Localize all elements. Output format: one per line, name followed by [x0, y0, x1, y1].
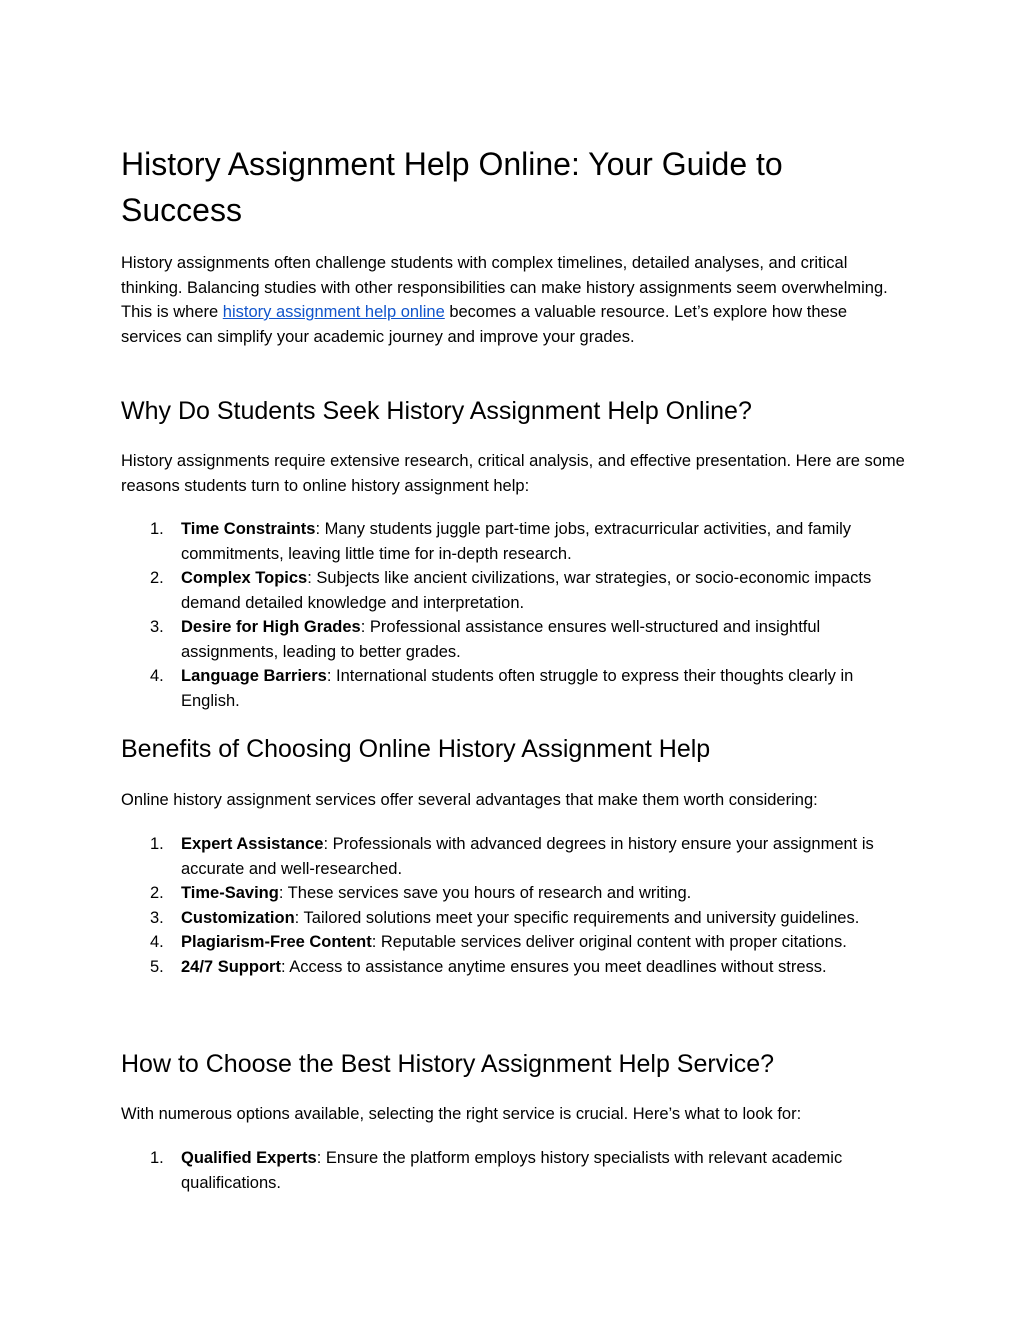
list-item	[121, 881, 911, 906]
list-item-text: : Reputable services deliver original content with proper citations.	[371, 933, 847, 951]
list-item	[121, 615, 911, 664]
section-paragraph-why-students-seek-help: History assignments require extensive research, critical analysis, and effective presentation. Here are some reasons students turn to online history assignment help:	[121, 452, 905, 495]
list-item-number: 1.	[150, 1149, 164, 1167]
list-item-term: 24/7 Support	[181, 957, 281, 976]
list-item-number: 3.	[150, 908, 164, 927]
list-item-number: 2.	[150, 569, 164, 587]
list-item-number: 3.	[150, 618, 164, 636]
list-item	[121, 832, 911, 881]
list-item-text: : International students often struggle to express their thoughts clearly in English.	[181, 667, 854, 710]
list-item-term: Plagiarism-Free Content	[181, 933, 372, 951]
reasons-list	[121, 517, 911, 713]
list-item-term: Time-Saving	[181, 884, 279, 902]
list-item	[121, 517, 911, 566]
list-item-number: 5.	[150, 957, 164, 976]
history-assignment-help-link[interactable]: history assignment help online	[222, 303, 445, 321]
list-item	[121, 566, 911, 615]
intro-text-after-link: becomes a valuable resource. Let’s explore how these services can simplify your academic journey and improve your grades.	[121, 303, 848, 346]
section-heading-benefits: Benefits of Choosing Online History Assignment Help	[121, 735, 711, 763]
section-heading-how-to-choose: How to Choose the Best History Assignment Help Service?	[121, 1050, 775, 1078]
list-item	[121, 955, 911, 980]
benefits-list	[121, 832, 911, 979]
list-item-text: : Professional assistance ensures well-structured and insightful assignments, leading to better grades.	[181, 618, 821, 661]
list-item-text: : Tailored solutions meet your specific requirements and university guidelines.	[294, 908, 860, 927]
list-item-text: : Access to assistance anytime ensures you meet deadlines without stress.	[280, 957, 827, 976]
list-item-term: Complex Topics	[181, 569, 308, 587]
intro-text-before-link: History assignments often challenge students with complex timelines, detailed analyses, and critical thinking. Balancing studies with other responsibilities can make history assignments seem overwhelming. This is where	[121, 254, 888, 321]
list-item-term: Customization	[181, 908, 295, 927]
list-item-term: Desire for High Grades	[181, 618, 361, 636]
section-heading-why-students-seek-help: Why Do Students Seek History Assignment Help Online?	[121, 397, 752, 425]
list-item	[121, 1146, 911, 1195]
intro-paragraph	[121, 251, 911, 349]
list-item-term: Expert Assistance	[181, 835, 324, 853]
list-item-number: 4.	[150, 667, 164, 685]
list-item-term: Time Constraints	[181, 520, 316, 538]
list-item-number: 4.	[150, 933, 164, 951]
list-item-text: : Ensure the platform employs history specialists with relevant academic qualifications.	[181, 1149, 843, 1192]
list-item	[121, 906, 911, 931]
section-paragraph-how-to-choose: With numerous options available, selecting the right service is crucial. Here’s what to look for:	[121, 1105, 802, 1123]
list-item-term: Language Barriers	[181, 667, 327, 685]
list-item	[121, 930, 911, 955]
list-item-number: 1.	[150, 520, 164, 538]
list-item-number: 1.	[150, 835, 164, 853]
list-item	[121, 664, 911, 713]
page-title: History Assignment Help Online: Your Guide to Success	[121, 146, 783, 228]
selection-criteria-list	[121, 1146, 911, 1195]
list-item-term: Qualified Experts	[181, 1149, 317, 1167]
list-item-number: 2.	[150, 884, 164, 902]
list-item-text: : Many students juggle part-time jobs, extracurricular activities, and family commitments, leaving little time for in-depth research.	[181, 520, 852, 563]
list-item-text: : These services save you hours of research and writing.	[278, 884, 692, 902]
list-item-text: : Subjects like ancient civilizations, war strategies, or socio-economic impacts demand detailed knowledge and interpretation.	[181, 569, 872, 612]
list-item-text: : Professionals with advanced degrees in history ensure your assignment is accurate and well-researched.	[181, 835, 874, 878]
section-paragraph-benefits: Online history assignment services offer several advantages that make them worth considering:	[121, 791, 818, 809]
